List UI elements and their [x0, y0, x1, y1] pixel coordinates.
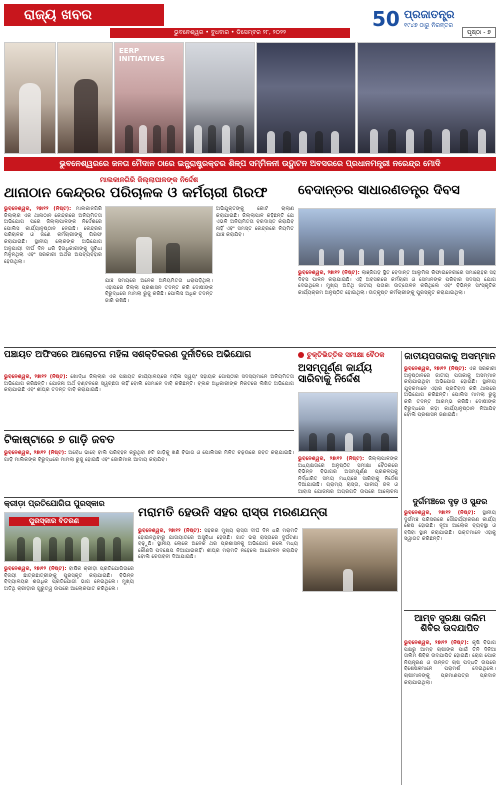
sports-banner: ପୁରସ୍କାର ବିତରଣ: [9, 517, 99, 526]
story-text: ମାଲକାନଗିରି ଜିଲ୍ଲାର ଏକ ଥାନାଠାନ କେନ୍ଦ୍ରରେ ଅନିୟମିତତା ଅଭିଯୋଗ ପରେ ଜିଲ୍ଲାପାଳଙ୍କ ନିର୍ଦ୍ଦେଶରେ ପୋଲିସ କାର୍ଯ୍ୟାନୁଷ୍ଠାନ ନେଇଛି। କେନ୍ଦ୍ରର ପରିଚାଳକ ଓ ଜଣେ କର୍ମଚାରୀଙ୍କୁ ଗିରଫ କରାଯାଇଛି। ସ୍ଥାନୀୟ ଲୋକଙ୍କ ଅଭିଯୋଗ ଅନୁଯାୟୀ ଦୀର୍ଘ ଦିନ ଧରି ହିତାଧିକାରୀଙ୍କୁ ସୁବିଧା ମିଳୁନଥିଲା ଏବଂ ସରକାରୀ ଅର୍ଥର ଅପବ୍ୟବହାର ହେଉଥିଲା।: [4, 206, 102, 265]
review-text: ଜିଲ୍ଲାପାଳଙ୍କ ଅଧ୍ୟକ୍ଷତାରେ ଅନୁଷ୍ଠିତ ସମୀକ୍ଷା ବୈଠକରେ ବିଭିନ୍ନ ବିଭାଗର ଅସମ୍ପୂର୍ଣ୍ଣ ପ୍ରକଳ୍ପକୁ ନିର୍ଦ୍ଧାରିତ ସମୟ ମଧ୍ୟରେ ସାରିବାକୁ ନିର୍ଦ୍ଦେଶ ଦିଆଯାଇଛି। ଗ୍ରାମ୍ୟ ରାସ୍ତା, ପାନୀୟ ଜଳ ଓ ଆବାସ ଯୋଜନାର ଅଗ୍ରଗତି ଉପରେ ଆଲୋଚନା: [298, 456, 398, 494]
flag-body: [404, 366, 496, 492]
road-text: ସହରର ମୁଖ୍ୟ ରାସ୍ତା ଦୀର୍ଘ ଦିନ ଧରି ମରାମତି ହୋଇନଥିବାରୁ ଯାତାୟାତରେ ଅସୁବିଧା ହେଉଛି। ଗାତ ଭରା ରାସ୍ତାରେ ଦୁର୍ଘଟଣା ବଢ଼ୁଛି। ସ୍ଥାନୀୟ ଲୋକେ ଅନେକ ଥର ପ୍ରଶାସନକୁ ଅଭିଯୋଗ କଲେ ମଧ୍ୟ କୌଣସି ପଦକ୍ଷେପ ନିଆଯାଇନାହିଁ। ଶୀଘ୍ର ମରାମତି ନହେଲେ ଆନ୍ଦୋଳନ କରାଯିବ ବୋଲି ଚେତାବନୀ ଦିଆଯାଇଛି।: [138, 528, 298, 561]
column-divider: [401, 351, 402, 785]
amma-byline: ଭୁବନେଶ୍ୱର, ୨୭ା୧୨ (ନିଷ୍ଟ):: [404, 640, 469, 646]
story-kicker: ମାଲକାନଗିରି ଜିଲ୍ଲାପାଳଙ୍କ ନିର୍ଦ୍ଦେଶ: [99, 176, 199, 184]
page-number: ପୃଷ୍ଠା - ୭: [462, 27, 496, 38]
anniversary-logo-icon: 50: [372, 7, 400, 31]
durga-text: ସ୍ଥାନୀୟ ଦୁର୍ଗମଞ୍ଚ ପରିସରରେ ସୌନ୍ଦର୍ଯ୍ୟୀକରଣ କାର୍ଯ୍ୟ ଶେଷ ହୋଇଛି। ନୂଆ ଆଲୋକ ବ୍ୟବସ୍ଥା ଓ ବସିବା ସ୍ଥାନ କରାଯାଇଛି। ଭକ୍ତମାନେ ଏହାକୁ ସ୍ୱାଗତ କରିଛନ୍ତି।: [404, 510, 496, 543]
ganja-text: ଅବୈଧ ଭାବେ ବାଲି ପରିବହନ କରୁଥିବା ୭ଟି ଗାଡ଼ିକୁ ଖଣି ବିଭାଗ ଓ ପୋଲିସର ମିଳିତ ଚଢ଼ଉରେ ଜବତ କରାଯାଇଛି। ଗାଡ଼ି ମାଲିକଙ୍କ ବିରୁଦ୍ଧରେ ମାମଲା ରୁଜୁ ହୋଇଛି ଏବଂ ଜୋରିମାନା ଆଦାୟ କରାଯିବ।: [4, 450, 294, 463]
photo-modi-portrait-1: [4, 42, 56, 154]
review-headline: ଅସମ୍ପୂର୍ଣ୍ଣ କାର୍ଯ୍ୟ ସାରିବାକୁ ନିର୍ଦ୍ଦେଶ: [298, 363, 372, 385]
sports-body: [4, 566, 134, 784]
photo-banner-text: EERP INITIATIVES: [119, 47, 165, 63]
masthead-brand: ପ୍ରଜାତନ୍ତ୍ର: [404, 8, 455, 21]
divider: [4, 347, 496, 348]
photo-dignitaries-stage: [185, 42, 255, 154]
sports-headline: କ୍ରୀଡ଼ା ପ୍ରତିଯୋଗିତା ପୁରସ୍କାର: [4, 499, 105, 508]
amma-headline: ଆମ୍ବ ସୁରକ୍ଷା ତାଲିମ ଶିବିର ଉଦଯାପିତ: [414, 614, 486, 634]
durga-byline: ଭୁବନେଶ୍ୱର, ୨୭ା୧୨ (ନିଷ୍ଟ):: [404, 510, 476, 516]
road-body: [138, 528, 298, 784]
photo-caption: ଭୁବନେଶ୍ୱରରେ ଜନତା ମୈଦାନ ଠାରେ ଇନ୍ଫ୍ରାଷ୍ଟ୍ରକ୍ଚର ଶିଳ୍ପ ସମ୍ମିଳନୀ ଉଦ୍ଘାଟନ ଅବସରରେ ପ୍ରଧାନମନ୍ତ୍ରୀ ନରେନ୍ଦ୍ର ମୋଦି: [4, 157, 496, 171]
review-kicker: [298, 351, 398, 360]
khordha-headline: ପଞ୍ଚାୟତ ଅଫିସରେ ଆଲୋଚନା ମହିଳା ସଶକ୍ତିକରଣ ଦୁର୍ନୀତିରେ ଅଭିଯୋଗ: [4, 350, 252, 360]
ganja-headline: ଟିକାଷ୍ଟାରେ ୭ ଗାଡ଼ି ଜବତ: [4, 433, 115, 446]
photo-audience-1: [256, 42, 356, 154]
khordha-text: ଖୋର୍ଦ୍ଧା ଜିଲ୍ଲାର ଏକ ପଞ୍ଚାୟତ କାର୍ଯ୍ୟାଳୟରେ ମହିଳା ସ୍ୱୟଂ ସହାୟକ ଗୋଷ୍ଠୀର ସଦସ୍ୟମାନେ ଅନିୟମିତତା ଅଭିଯୋଗ କରିଛନ୍ତି। ଯୋଜନା ଅର୍ଥ ବଣ୍ଟନରେ ସ୍ୱଚ୍ଛତା ନାହିଁ ବୋଲି ସେମାନେ ଦାବି କରିଛନ୍ତି। ବ୍ଲକ ଅଧିକାରୀଙ୍କ ନିକଟରେ ଲିଖିତ ଅଭିଯୋଗ କରାଯାଇଛି ଏବଂ ଶୀଘ୍ର ତଦନ୍ତ ଦାବି କରାଯାଇଛି।: [4, 374, 294, 394]
photo-sports-prize: [4, 512, 134, 562]
story-headline: ଥାନାଠାନ କେନ୍ଦ୍ରର ପରିଚାଳକ ଓ କର୍ମଚାରୀ ଗିରଫ: [4, 185, 268, 201]
khordha-body: [4, 374, 294, 426]
story-body-2: ଯାଞ୍ଚ ସମୟରେ ଅନେକ ଅନିୟମିତତା ଧରାପଡ଼ିଥିଲା। ଏହାପରେ ଜିଲ୍ଲା ପ୍ରଶାସନ ତଦନ୍ତ କରି ଦୋଷୀଙ୍କ ବିରୁଦ୍ଧରେ ମାମଲା ରୁଜୁ କରିଛି। ପୋଲିସ ଅଧିକ ତଦନ୍ତ ଜାରି ରଖିଛି।: [105, 278, 213, 304]
divider: [4, 497, 398, 498]
flag-text: ଏକ ସରକାରୀ ଅନୁଷ୍ଠାନରେ ଜାତୀୟ ପତାକାକୁ ଅସମ୍ମାନ କରାଯାଇଥିବା ଅଭିଯୋଗ ହୋଇଛି। ସ୍ଥାନୀୟ ଯୁବକମାନେ ଏହାର ପ୍ରତିବାଦ କରି ଥାନାରେ ଅଭିଯୋଗ କରିଛନ୍ତି। ପୋଲିସ ମାମଲା ରୁଜୁ କରି ତଦନ୍ତ ଆରମ୍ଭ କରିଛି। ଦୋଷୀଙ୍କ ବିରୁଦ୍ଧରେ କଡ଼ା କାର୍ଯ୍ୟାନୁଷ୍ଠାନ ନିଆଯିବ ବୋଲି ପ୍ରଶାସନ ଜଣାଇଛି।: [404, 366, 496, 419]
photo-damaged-road: [302, 528, 398, 592]
story-byline: ଭୁବନେଶ୍ୱର, ୨୭ା୧୨ (ନିଷ୍ଟ):: [4, 206, 72, 212]
durga-body: [404, 510, 496, 606]
durga-headline: ଦୁର୍ଗମଞ୍ଚରେ ଦୃଢ଼ ଓ ସୁନ୍ଦର: [412, 497, 488, 506]
photo-review-meeting: [298, 392, 398, 452]
photo-vedanta-parade: [298, 208, 496, 266]
bullet-icon: [298, 352, 304, 358]
ganja-byline: ଭୁବନେଶ୍ୱର, ୨୭ା୧୨ (ନିଷ୍ଟ):: [4, 450, 67, 456]
sports-byline: ଭୁବନେଶ୍ୱର, ୨୭ା୧୨ (ନିଷ୍ଟ):: [4, 566, 67, 572]
photo-police-vehicle: [105, 206, 213, 274]
amma-body: [404, 640, 496, 784]
divider: [404, 610, 496, 611]
sports-text: ବାର୍ଷିକ କ୍ରୀଡ଼ା ପ୍ରତିଯୋଗିତାରେ ବିଜୟୀ ଛାତ୍ରଛାତ୍ରୀଙ୍କୁ ପୁରସ୍କୃତ କରାଯାଇଛି। ବିଭିନ୍ନ ବିଦ୍ୟାଳୟର ଶତାଧିକ ପ୍ରତିଯୋଗୀ ଭାଗ ନେଇଥିଲେ। ମୁଖ୍ୟ ଅତିଥି କ୍ରୀଡ଼ାର ଗୁରୁତ୍ୱ ଉପରେ ଆଲୋକପାତ କରିଥିଲେ।: [4, 566, 134, 592]
vedanta-byline: ଭୁବନେଶ୍ୱର, ୨୭ା୧୨ (ନିଷ୍ଟ):: [298, 270, 360, 276]
amma-text: କୃଷି ବିଭାଗ ପକ୍ଷରୁ ଆମ୍ବ ଚାଷୀଙ୍କ ପାଇଁ ତିନି ଦିନିଆ ତାଲିମ ଶିବିର ଉଦଯାପିତ ହୋଇଛି। ରୋଗ ପୋକ ନିୟନ୍ତ୍ରଣ ଓ ଉନ୍ନତ ଚାଷ ପଦ୍ଧତି ଉପରେ ବିଶେଷଜ୍ଞମାନେ ପରାମର୍ଶ ଦେଇଥିଲେ। ଚାଷୀମାନଙ୍କୁ ପ୍ରମାଣପତ୍ର ପ୍ରଦାନ କରାଯାଇଥିଲା।: [404, 640, 496, 686]
ganja-body: [4, 450, 294, 494]
khordha-byline: ଭୁବନେଶ୍ୱର, ୨୭ା୧୨ (ନିଷ୍ଟ):: [4, 374, 68, 380]
review-byline: ଭୁବନେଶ୍ୱର, ୨୭ା୧୨ (ନିଷ୍ଟ):: [298, 456, 365, 462]
section-title: ରାଜ୍ୟ ଖବର: [4, 4, 164, 26]
photo-audience-2: [357, 42, 496, 154]
masthead-tagline: ୧୯୪୭ ଠାରୁ ନିରନ୍ତର: [404, 22, 454, 29]
story-body: [4, 206, 102, 344]
road-byline: ଭୁବନେଶ୍ୱର, ୨୭ା୧୨ (ନିଷ୍ଟ):: [138, 528, 202, 534]
vedanta-headline: ବେଦାନ୍ତର ସାଧାରଣତନ୍ତ୍ର ଦିବସ: [298, 183, 460, 198]
review-kicker-text: ଚୁକ୍ତିଭିତ୍ତିକ ସମୀକ୍ଷା ବୈଠକ: [307, 351, 385, 359]
vedanta-text: ଲାଞ୍ଜିଗଡ଼ ସ୍ଥିତ ବେଦାନ୍ତ ଆଲୁମିନା ରିଫାଇନେରୀରେ ସମାରୋହର ସହ ଦିବସ ପାଳନ କରାଯାଇଛି। ଏହି ଅବସରରେ କର୍ମଚାରୀ ଓ ସେମାନଙ୍କ ପରିବାର ସଦସ୍ୟ ଯୋଗ ଦେଇଥିଲେ। ମୁଖ୍ୟ ଅତିଥି ଜାତୀୟ ପତାକା ଉତ୍ତୋଳନ କରିଥିଲେ ଏବଂ ବିଭିନ୍ନ ସାଂସ୍କୃତିକ କାର୍ଯ୍ୟକ୍ରମ ଅନୁଷ୍ଠିତ ହୋଇଥିଲା। ଉତ୍କୃଷ୍ଟ କର୍ମଚାରୀଙ୍କୁ ପୁରସ୍କୃତ କରାଯାଇଥିଲା।: [298, 270, 496, 296]
dateline: ଭୁବନେଶ୍ୱର • ବୁଧବାର • ଡିସେମ୍ବର ୨୮, ୨୦୨୨: [110, 28, 350, 38]
divider: [4, 430, 294, 431]
flag-byline: ଭୁବନେଶ୍ୱର, ୨୭ା୧୨ (ନିଷ୍ଟ):: [404, 366, 467, 372]
photo-modi-portrait-2: [57, 42, 113, 154]
vedanta-body: [298, 270, 496, 344]
flag-headline: ଜାତୀୟପତାକାକୁ ଅସମ୍ମାନ: [404, 352, 496, 362]
photo-stage-event: [114, 42, 184, 154]
review-body: [298, 456, 398, 494]
road-headline: ମରାମତି ହେଉନି ସହର ରାସ୍ତା ମରଣଯନ୍ତା: [138, 505, 328, 519]
story-body-3: ଅଭିଯୁକ୍ତଙ୍କୁ କୋର୍ଟ ଚାଲାଣ କରାଯାଇଛି। ଜିଲ୍ଲାପାଳ କହିଛନ୍ତି ଯେ ଏଭଳି ଅନିୟମିତତା ବରଦାସ୍ତ କରାଯିବ ନାହିଁ ଏବଂ ସମସ୍ତ କେନ୍ଦ୍ରରେ ନିୟମିତ ଯାଞ୍ଚ କରାଯିବ।: [216, 206, 294, 239]
